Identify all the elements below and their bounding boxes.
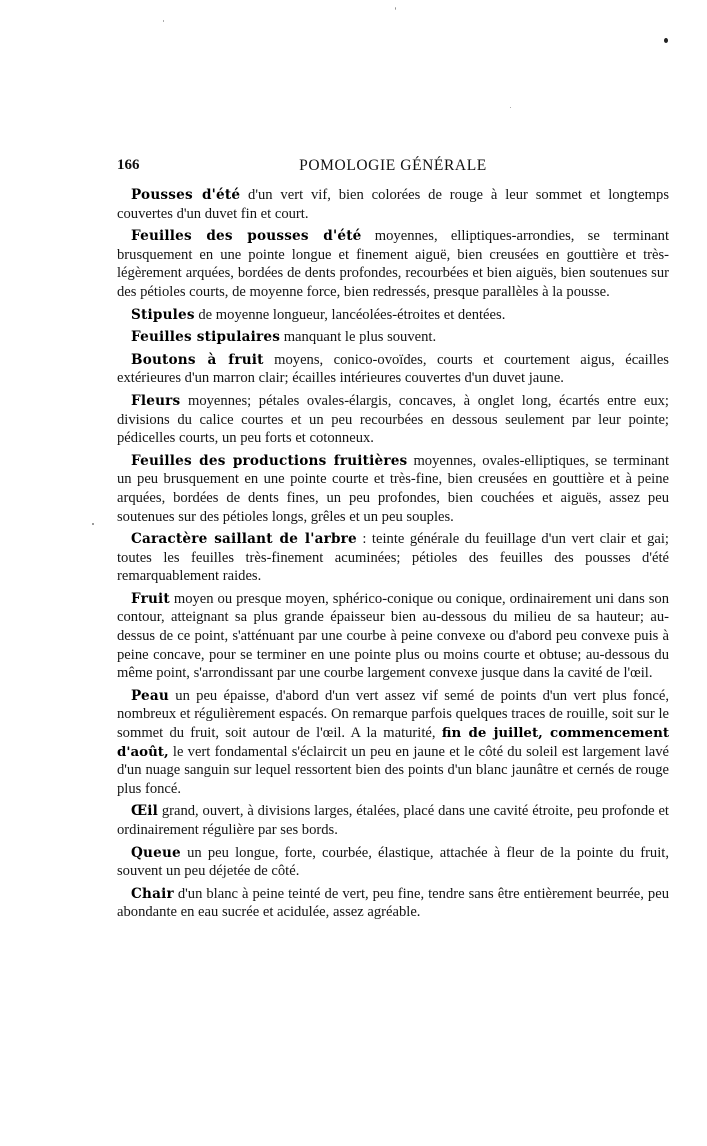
term: Chair <box>131 885 174 902</box>
paragraph-chair <box>117 885 669 922</box>
paragraph-oeil <box>117 802 669 839</box>
description: moyens, conico-ovoïdes, courts et courtement aigus, écailles extérieures d'un marron clair; écailles intérieures couvertes d'un duvet jaune. <box>117 351 669 387</box>
term: Caractère saillant de l'arbre <box>131 531 357 548</box>
description: : teinte générale du feuillage d'un vert clair et gai; toutes les feuilles très-finement acuminées; pétioles des feuilles des pousses d'été remarquablement raides. <box>117 531 669 585</box>
description: un peu longue, forte, courbée, élastique, attachée à fleur de la pointe du fruit, souvent un peu déjetée de côté. <box>117 844 669 880</box>
term: Feuilles des pousses d'été <box>131 228 362 245</box>
term: Fleurs <box>131 392 181 409</box>
term: Œil <box>131 803 158 820</box>
scan-speck <box>510 107 511 108</box>
term: Fruit <box>131 590 170 607</box>
paragraph-peau <box>117 687 669 799</box>
page-number: 166 <box>117 157 140 173</box>
scan-speck <box>664 38 668 43</box>
description: moyennes, elliptiques-arrondies, se terminant brusquement en une pointe longue et finement aiguë, bien creusées en gouttière et très-légèrement arquées, bordées de dents profondes, recourbées et bien aiguës, bien soutenues sur des pétioles courts, de moyenne force, bien redressés, presque parallèles à la pousse. <box>117 228 669 300</box>
running-title: POMOLOGIE GÉNÉRALE <box>299 157 487 174</box>
description: moyennes, ovales-elliptiques, se terminant un peu brusquement en une pointe courte et très-fine, bien creusées en gouttière et à peine arquées, bordées de dents fines, un peu profondes, bien couchées et aiguës, assez peu soutenues sur des pétioles longs, grêles et un peu souples. <box>117 452 669 525</box>
description: d'un vert vif, bien colorées de rouge à leur sommet et longtemps couvertes d'un duvet fin et court. <box>117 187 669 222</box>
term: Stipules <box>131 306 195 323</box>
paragraph-stipules <box>117 306 669 325</box>
term: Peau <box>131 687 169 704</box>
paragraph-fleurs <box>117 392 669 448</box>
paragraph-fruit <box>117 590 669 683</box>
description: de moyenne longueur, lancéolées-étroites et dentées. <box>194 306 506 323</box>
scan-speck <box>395 7 396 10</box>
description: d'un blanc à peine teinté de vert, peu fine, tendre sans être entièrement beurrée, peu abondante en eau sucrée et acidulée, assez agréable. <box>117 885 669 921</box>
maturity-period: fin de juillet, commencement d'août, <box>117 725 670 760</box>
description-continued: le vert fondamental s'éclaircit un peu en jaune et le côté du soleil est largement lavé d'un nuage sanguin sur lequel ressortent bien des points d'un blanc jaunâtre et cernés de rouge plus foncé. <box>117 743 669 797</box>
paragraph-queue <box>117 844 669 881</box>
scan-speck <box>92 523 94 525</box>
page-body <box>117 186 669 926</box>
description: moyennes; pétales ovales-élargis, concaves, à onglet long, écartés entre eux; divisions du calice courtes et un peu recourbées en dessous seulement par leur pointe; pédicelles courts, un peu forts et cotonneux. <box>117 392 669 447</box>
description: moyen ou presque moyen, sphérico-conique ou conique, ordinairement uni dans son contour, atteignant sa plus grande épaisseur bien au-dessous du milieu de sa hauteur; au-dessus de ce point, s'atténuant par une courbe à peine convexe ou d'abord peu convexe puis à peine concave, pour se terminer en une pointe plus ou moins courte et obtuse; au-dessous du même point, s'arrondissant par une courbe largement convexe jusque dans la cavité de l'œil. <box>117 590 669 682</box>
term: Feuilles des productions fruitières <box>131 452 408 469</box>
description: un peu épaisse, d'abord d'un vert assez vif semé de points d'un vert plus foncé, nombreux et régulièrement espacés. On remarque parfois quelques traces de rouille, soit sur le sommet du fruit, soit autour de l'œil. A la maturité, <box>117 687 669 742</box>
description: grand, ouvert, à divisions larges, étalées, placé dans une cavité étroite, peu profonde et ordinairement régulière par ses bords. <box>117 803 669 838</box>
term: Pousses d'été <box>131 187 241 203</box>
paragraph-caractere <box>117 530 669 586</box>
paragraph-feuilles-productions <box>117 452 669 526</box>
page-header <box>117 157 669 177</box>
paragraph-boutons <box>117 351 669 388</box>
description: manquant le plus souvent. <box>280 329 437 346</box>
paragraph-feuilles-pousses <box>117 227 669 301</box>
scan-speck <box>163 20 164 22</box>
term: Queue <box>131 844 181 861</box>
paragraph-feuilles-stipulaires <box>117 328 669 347</box>
term: Boutons à fruit <box>131 351 264 368</box>
term: Feuilles stipulaires <box>131 329 281 346</box>
paragraph-pousses <box>117 186 669 223</box>
